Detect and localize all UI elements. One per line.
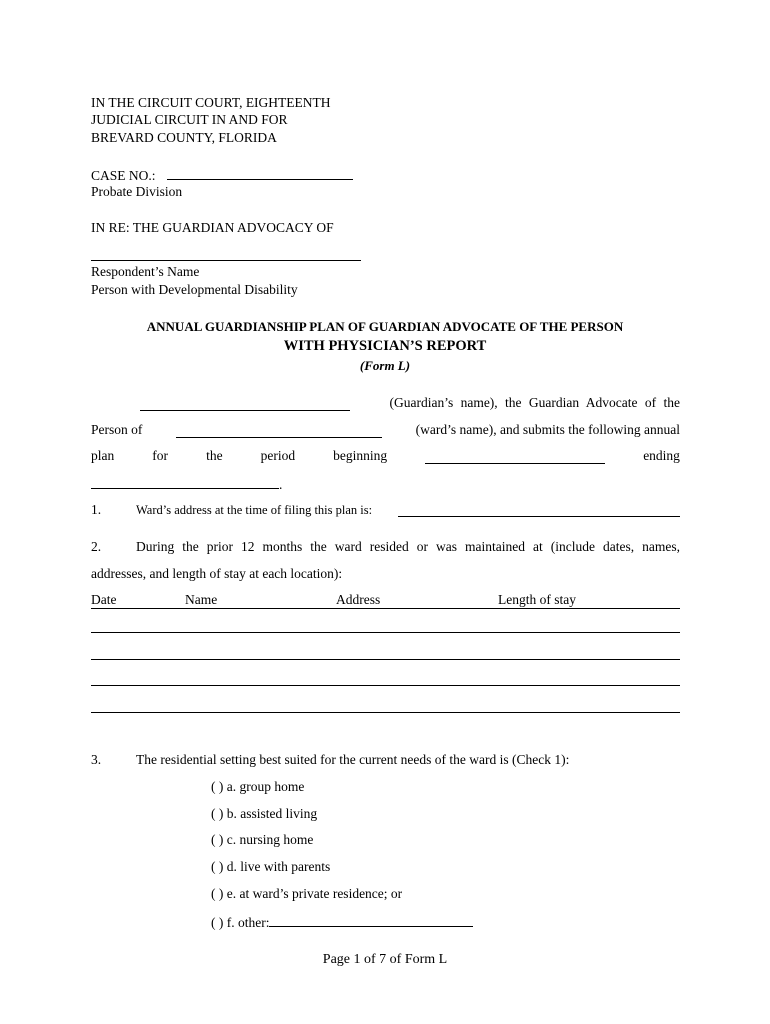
guardian-name-label: (Guardian’s name), the Guardian Advocate of the	[389, 395, 680, 410]
court-line-3: BREVARD COUNTY, FLORIDA	[91, 130, 277, 145]
probate-division: Probate Division	[91, 184, 183, 199]
intro-line-4	[91, 475, 282, 493]
item-3-text: The residential setting best suited for the current needs of the ward is (Check 1):	[136, 752, 570, 767]
other-setting-field[interactable]	[269, 913, 473, 927]
col-date: Date	[91, 592, 117, 607]
intro-line-2	[91, 422, 680, 438]
item-2-number: 2.	[91, 539, 102, 554]
form-subtitle: (Form L)	[359, 358, 411, 373]
case-no-label: CASE NO.:	[91, 168, 156, 183]
residence-row-4[interactable]	[91, 712, 680, 713]
page-footer: Page 1 of 7 of Form L	[322, 952, 448, 967]
residence-row-1[interactable]	[91, 632, 680, 633]
guardian-name-field[interactable]	[140, 397, 350, 411]
ward-name-label: (ward’s name), and submits the following annual	[415, 422, 680, 437]
case-no-row	[91, 166, 353, 184]
item-3-number: 3.	[91, 752, 102, 767]
respondent-name-field[interactable]	[91, 260, 361, 261]
for-word: for	[152, 448, 169, 463]
respondent-description: Person with Developmental Disability	[91, 282, 298, 297]
court-line-1: IN THE CIRCUIT COURT, EIGHTEENTH	[91, 95, 331, 110]
respondent-name-label: Respondent’s Name	[91, 264, 200, 279]
the-word: the	[206, 448, 223, 463]
period-ending-field[interactable]	[91, 475, 279, 489]
item-2-text-cont: addresses, and length of stay at each location):	[91, 566, 343, 581]
option-assisted-living[interactable]: ( ) b. assisted living	[211, 806, 318, 821]
option-other-row	[211, 913, 473, 931]
col-name: Name	[185, 592, 218, 607]
intro-period: .	[279, 477, 283, 492]
intro-line-1	[91, 395, 680, 411]
residence-row-2[interactable]	[91, 659, 680, 660]
item-2-text: During the prior 12 months the ward resided or was maintained at (include dates, names,	[136, 539, 680, 554]
in-re-line: IN RE: THE GUARDIAN ADVOCACY OF	[91, 220, 334, 235]
item-1-text: Ward’s address at the time of filing this plan is:	[136, 503, 373, 517]
col-address: Address	[336, 592, 381, 607]
option-nursing-home[interactable]: ( ) c. nursing home	[211, 832, 314, 847]
option-private-residence[interactable]: ( ) e. at ward’s private residence; or	[211, 886, 403, 901]
form-title-line-1: ANNUAL GUARDIANSHIP PLAN OF GUARDIAN ADVOCATE OF THE PERSON	[146, 319, 624, 334]
ward-address-field[interactable]	[398, 516, 680, 517]
plan-word: plan	[91, 448, 115, 463]
period-beginning-field[interactable]	[425, 450, 605, 464]
intro-line-3	[91, 448, 680, 464]
case-no-field[interactable]	[167, 166, 353, 180]
option-live-with-parents[interactable]: ( ) d. live with parents	[211, 859, 331, 874]
period-word: period	[260, 448, 296, 463]
form-title-line-2: WITH PHYSICIAN’S REPORT	[283, 338, 487, 354]
residence-row-3[interactable]	[91, 685, 680, 686]
col-length-of-stay: Length of stay	[498, 592, 576, 607]
beginning-word: beginning	[333, 448, 388, 463]
person-of-label: Person of	[91, 422, 143, 437]
item-1-number: 1.	[91, 502, 102, 517]
option-group-home[interactable]: ( ) a. group home	[211, 779, 305, 794]
ward-name-field[interactable]	[176, 424, 382, 438]
ending-word: ending	[643, 448, 680, 463]
residence-table-header	[91, 592, 680, 609]
option-other[interactable]: ( ) f. other:	[211, 915, 270, 930]
court-line-2: JUDICIAL CIRCUIT IN AND FOR	[91, 112, 288, 127]
